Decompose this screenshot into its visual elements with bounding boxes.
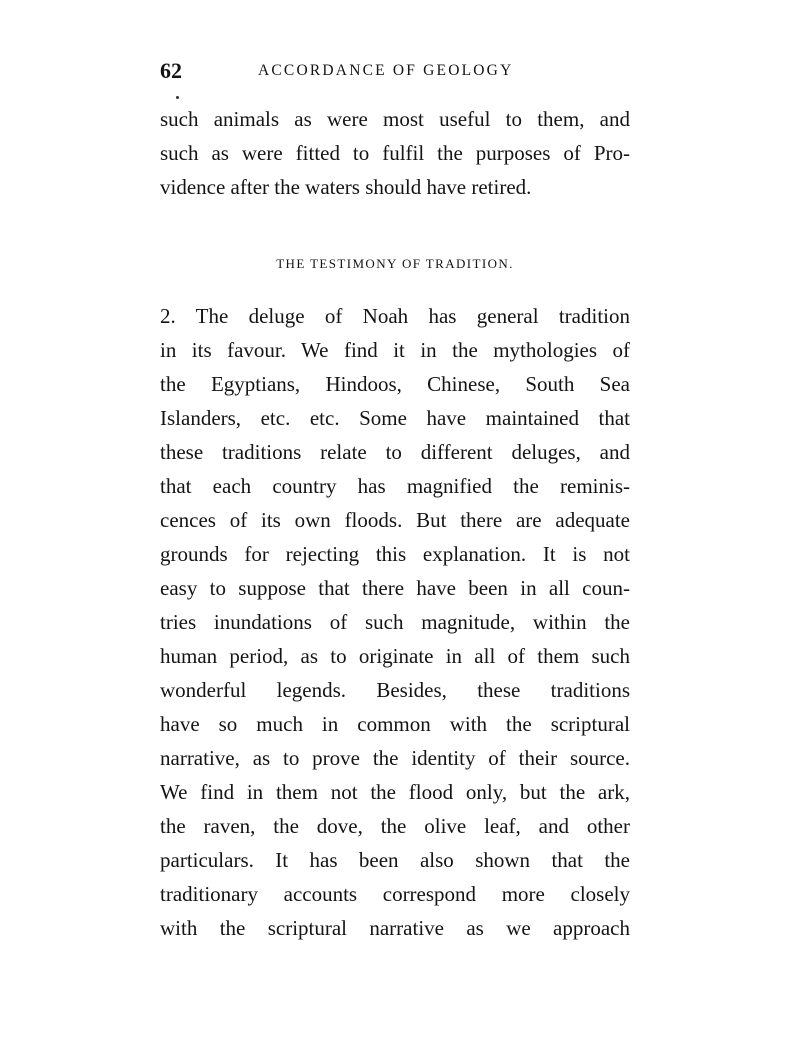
text-line: particulars. It has been also shown that the bbox=[160, 848, 630, 872]
text-line: cences of its own floods. But there are adequate bbox=[160, 508, 630, 532]
text-line: have so much in common with the scriptural bbox=[160, 712, 630, 736]
text-line: 2. The deluge of Noah has general tradition bbox=[160, 304, 630, 328]
text-line: that each country has magnified the reminis- bbox=[160, 474, 630, 498]
text-line: with the scriptural narrative as we approach bbox=[160, 916, 630, 940]
text-line: grounds for rejecting this explanation. It is not bbox=[160, 542, 630, 566]
text-line: the raven, the dove, the olive leaf, and other bbox=[160, 814, 630, 838]
text-line: Islanders, etc. etc. Some have maintained that bbox=[160, 406, 630, 430]
page-number: 62 bbox=[160, 58, 182, 83]
text-line: vidence after the waters should have retired. bbox=[160, 175, 532, 199]
text-line: the Egyptians, Hindoos, Chinese, South Sea bbox=[160, 372, 630, 396]
text-line: We find in them not the flood only, but the ark, bbox=[160, 780, 630, 804]
text-line: such animals as were most useful to them, and bbox=[160, 107, 630, 131]
text-line: these traditions relate to different deluges, and bbox=[160, 440, 630, 464]
section-heading: THE TESTIMONY OF TRADITION. bbox=[276, 256, 514, 271]
running-title: ACCORDANCE OF GEOLOGY bbox=[258, 62, 514, 79]
running-head bbox=[160, 56, 640, 86]
continuation-paragraph bbox=[160, 102, 630, 204]
text-line: easy to suppose that there have been in all coun- bbox=[160, 576, 630, 600]
ink-speck bbox=[176, 96, 179, 99]
text-line: human period, as to originate in all of them such bbox=[160, 644, 630, 668]
text-line: tries inundations of such magnitude, within the bbox=[160, 610, 630, 634]
text-line: traditionary accounts correspond more closely bbox=[160, 882, 630, 906]
section-paragraph bbox=[160, 299, 630, 945]
text-line: such as were fitted to fulfil the purposes of Pro- bbox=[160, 141, 630, 165]
text-line: narrative, as to prove the identity of their source. bbox=[160, 746, 630, 770]
text-line: wonderful legends. Besides, these traditions bbox=[160, 678, 630, 702]
text-line: in its favour. We find it in the mythologies of bbox=[160, 338, 630, 362]
